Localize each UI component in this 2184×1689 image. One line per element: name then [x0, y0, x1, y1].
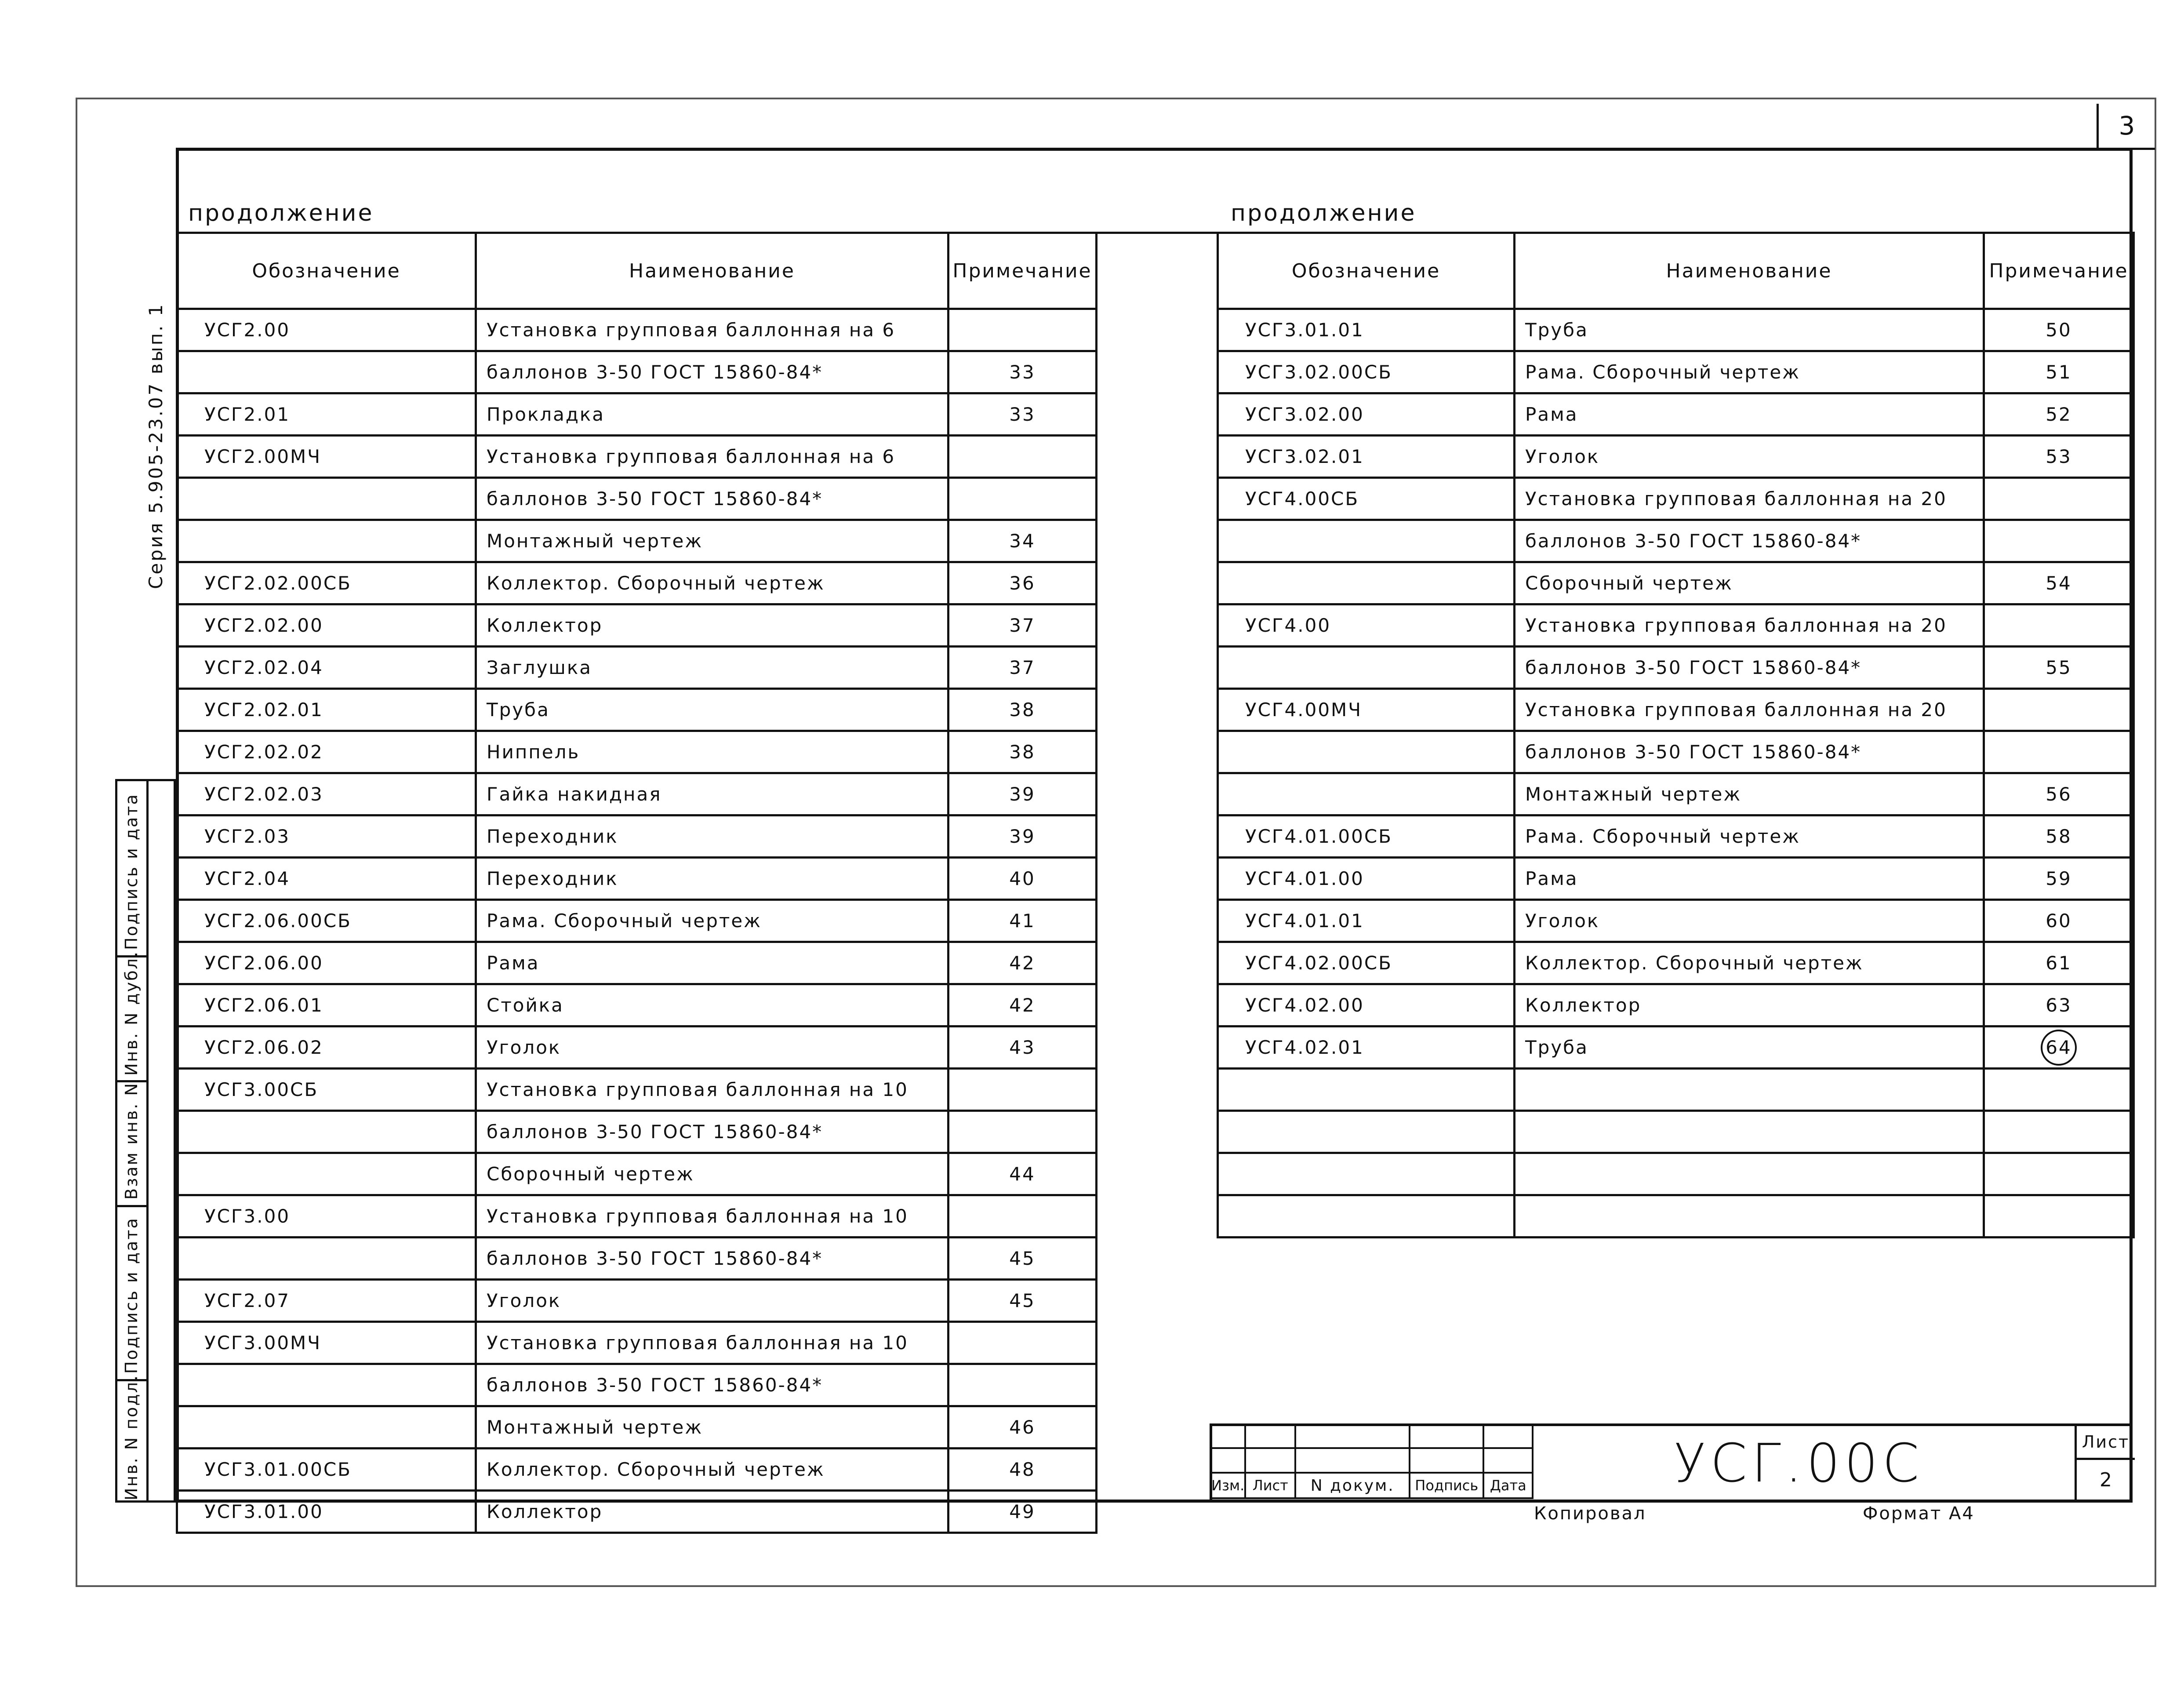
designation-cell: УСГ3.02.00 — [1218, 393, 1515, 436]
format-label: Формат А4 — [1863, 1503, 1975, 1524]
designation-cell: УСГ4.01.00 — [1218, 858, 1515, 900]
header-name: Наименование — [476, 233, 948, 309]
table-row — [1218, 900, 2134, 942]
col-sheet: Лист — [1245, 1473, 1295, 1498]
table-row — [177, 731, 1097, 773]
name-cell: Монтажный чертеж — [476, 520, 948, 562]
designation-cell — [1218, 1153, 1515, 1195]
name-cell: Ниппель — [476, 731, 948, 773]
note-cell: 41 — [948, 900, 1097, 942]
table-row — [1218, 436, 2134, 478]
stamp-label-signature-date-2: Подпись и дата — [122, 1217, 141, 1374]
header-designation: Обозначение — [177, 233, 476, 309]
note-cell — [1984, 604, 2134, 647]
note-cell: 50 — [1984, 309, 2134, 351]
table-row — [177, 1027, 1097, 1069]
name-cell: Рама. Сборочный чертеж — [1515, 815, 1984, 858]
designation-cell — [177, 1153, 476, 1195]
table-header-row — [177, 233, 1097, 309]
col-date: Дата — [1483, 1473, 1533, 1498]
name-cell — [1515, 1111, 1984, 1153]
table-row — [177, 436, 1097, 478]
designation-cell: УСГ3.02.00СБ — [1218, 351, 1515, 393]
designation-cell: УСГ3.00СБ — [177, 1069, 476, 1111]
name-cell: Рама — [476, 942, 948, 984]
name-cell: Монтажный чертеж — [476, 1406, 948, 1449]
designation-cell — [177, 1364, 476, 1406]
table-row — [177, 1491, 1097, 1533]
note-cell — [1984, 1195, 2134, 1238]
table-row — [1218, 1111, 2134, 1153]
side-stamp — [115, 779, 176, 1503]
designation-cell — [177, 351, 476, 393]
stamp-label-orig-inv: Инв. N подл. — [122, 1374, 141, 1500]
designation-cell: УСГ2.02.01 — [177, 689, 476, 731]
table-row — [177, 647, 1097, 689]
note-cell: 58 — [1984, 815, 2134, 858]
table-row — [177, 562, 1097, 604]
table-row — [177, 1153, 1097, 1195]
note-cell: 54 — [1984, 562, 2134, 604]
name-cell: Сборочный чертеж — [476, 1153, 948, 1195]
table-row — [177, 1111, 1097, 1153]
name-cell: Коллектор. Сборочный чертеж — [476, 1449, 948, 1491]
designation-cell — [1218, 1069, 1515, 1111]
table-row — [177, 1069, 1097, 1111]
name-cell: Установка групповая баллонная на 20 — [1515, 689, 1984, 731]
name-cell: баллонов 3-50 ГОСТ 15860-84* — [476, 1364, 948, 1406]
name-cell — [1515, 1195, 1984, 1238]
table-row — [1218, 520, 2134, 562]
name-cell: Стойка — [476, 984, 948, 1027]
name-cell: Монтажный чертеж — [1515, 773, 1984, 815]
designation-cell: УСГ3.01.01 — [1218, 309, 1515, 351]
header-note: Примечание — [948, 233, 1097, 309]
designation-cell: УСГ2.00 — [177, 309, 476, 351]
name-cell: Рама. Сборочный чертеж — [476, 900, 948, 942]
table-row — [1218, 815, 2134, 858]
table-row — [177, 984, 1097, 1027]
name-cell: Уголок — [1515, 436, 1984, 478]
name-cell: баллонов 3-50 ГОСТ 15860-84* — [1515, 647, 1984, 689]
designation-cell — [1218, 1195, 1515, 1238]
table-row — [1218, 731, 2134, 773]
name-cell: баллонов 3-50 ГОСТ 15860-84* — [476, 478, 948, 520]
name-cell: баллонов 3-50 ГОСТ 15860-84* — [1515, 731, 1984, 773]
name-cell: Гайка накидная — [476, 773, 948, 815]
table-row — [1218, 1027, 2134, 1069]
name-cell: Установка групповая баллонная на 10 — [476, 1195, 948, 1238]
designation-cell: УСГ3.01.00 — [177, 1491, 476, 1533]
note-cell: 39 — [948, 815, 1097, 858]
sheet-label: Лист — [2077, 1426, 2135, 1460]
note-cell: 37 — [948, 604, 1097, 647]
table-row — [177, 1364, 1097, 1406]
note-cell: 44 — [948, 1153, 1097, 1195]
note-cell: 42 — [948, 984, 1097, 1027]
note-cell: 48 — [948, 1449, 1097, 1491]
note-cell: 33 — [948, 351, 1097, 393]
name-cell: Труба — [1515, 309, 1984, 351]
table-row — [1218, 604, 2134, 647]
designation-cell: УСГ3.00МЧ — [177, 1322, 476, 1364]
circled-page-number: 64 — [2041, 1030, 2077, 1066]
table-row — [177, 393, 1097, 436]
name-cell: Коллектор — [476, 604, 948, 647]
sheet-number-box — [2097, 104, 2155, 150]
stamp-label-dup-inv: Инв. N дубл. — [122, 950, 141, 1076]
designation-cell: УСГ2.03 — [177, 815, 476, 858]
table-row — [1218, 689, 2134, 731]
designation-cell: УСГ2.02.03 — [177, 773, 476, 815]
designation-cell: УСГ2.06.00СБ — [177, 900, 476, 942]
designation-cell — [177, 520, 476, 562]
header-designation: Обозначение — [1218, 233, 1515, 309]
name-cell — [1515, 1153, 1984, 1195]
stamp-label-signature-date: Подпись и дата — [122, 793, 141, 950]
designation-cell — [1218, 731, 1515, 773]
designation-cell: УСГ2.06.00 — [177, 942, 476, 984]
designation-cell: УСГ3.02.01 — [1218, 436, 1515, 478]
designation-cell — [177, 1238, 476, 1280]
note-cell: 46 — [948, 1406, 1097, 1449]
note-cell: 33 — [948, 393, 1097, 436]
designation-cell: УСГ4.00 — [1218, 604, 1515, 647]
note-cell — [948, 1364, 1097, 1406]
name-cell: Коллектор — [476, 1491, 948, 1533]
note-cell: 61 — [1984, 942, 2134, 984]
note-cell — [948, 309, 1097, 351]
table-row — [177, 900, 1097, 942]
stamp-label-replace-inv: Взам инв. N — [122, 1082, 141, 1200]
left-spec-table — [176, 232, 1097, 1534]
note-cell — [1984, 689, 2134, 731]
table-row — [177, 309, 1097, 351]
header-name: Наименование — [1515, 233, 1984, 309]
right-continuation-label: продолжение — [1231, 200, 1417, 226]
sheet-cell — [2075, 1426, 2135, 1500]
name-cell: Рама — [1515, 393, 1984, 436]
note-cell: 39 — [948, 773, 1097, 815]
name-cell: Рама — [1515, 858, 1984, 900]
col-signature: Подпись — [1410, 1473, 1483, 1498]
table-row — [177, 1406, 1097, 1449]
table-row — [177, 1322, 1097, 1364]
table-row — [177, 942, 1097, 984]
name-cell: Рама. Сборочный чертеж — [1515, 351, 1984, 393]
table-row — [177, 520, 1097, 562]
designation-cell: УСГ4.02.00 — [1218, 984, 1515, 1027]
name-cell: баллонов 3-50 ГОСТ 15860-84* — [476, 1238, 948, 1280]
name-cell: Установка групповая баллонная на 6 — [476, 436, 948, 478]
note-cell: 56 — [1984, 773, 2134, 815]
table-row — [177, 1280, 1097, 1322]
note-cell: 37 — [948, 647, 1097, 689]
table-row — [1218, 393, 2134, 436]
designation-cell: УСГ2.02.04 — [177, 647, 476, 689]
table-row — [1218, 1153, 2134, 1195]
table-row — [177, 478, 1097, 520]
table-row — [177, 773, 1097, 815]
note-cell: 55 — [1984, 647, 2134, 689]
designation-cell — [1218, 520, 1515, 562]
sheet-number: 3 — [2119, 111, 2135, 141]
table-row — [177, 1195, 1097, 1238]
designation-cell: УСГ2.04 — [177, 858, 476, 900]
designation-cell: УСГ3.01.00СБ — [177, 1449, 476, 1491]
note-cell — [1984, 478, 2134, 520]
col-doc-number: N докум. — [1295, 1473, 1410, 1498]
name-cell: Труба — [476, 689, 948, 731]
table-row — [1218, 478, 2134, 520]
revision-grid — [1210, 1423, 1534, 1499]
note-cell: 43 — [948, 1027, 1097, 1069]
note-cell — [948, 478, 1097, 520]
name-cell: Коллектор. Сборочный чертеж — [1515, 942, 1984, 984]
series-label: Серия 5.905-23.07 вып. 1 — [145, 302, 167, 589]
designation-cell: УСГ2.02.00СБ — [177, 562, 476, 604]
name-cell: Коллектор. Сборочный чертеж — [476, 562, 948, 604]
note-cell — [948, 1322, 1097, 1364]
note-cell: 60 — [1984, 900, 2134, 942]
name-cell: Уголок — [476, 1280, 948, 1322]
left-continuation-label: продолжение — [188, 200, 374, 226]
designation-cell: УСГ2.07 — [177, 1280, 476, 1322]
name-cell: Переходник — [476, 815, 948, 858]
note-cell: 51 — [1984, 351, 2134, 393]
title-block — [1210, 1423, 2133, 1503]
table-row — [177, 689, 1097, 731]
note-cell: 49 — [948, 1491, 1097, 1533]
table-row — [177, 351, 1097, 393]
col-change: Изм. — [1210, 1473, 1245, 1498]
name-cell: Установка групповая баллонная на 10 — [476, 1069, 948, 1111]
note-cell: 40 — [948, 858, 1097, 900]
note-cell: 52 — [1984, 393, 2134, 436]
designation-cell — [177, 1111, 476, 1153]
name-cell — [1515, 1069, 1984, 1111]
designation-cell: УСГ2.00МЧ — [177, 436, 476, 478]
table-row — [177, 1449, 1097, 1491]
note-cell — [948, 1195, 1097, 1238]
designation-cell — [177, 478, 476, 520]
designation-cell: УСГ2.06.02 — [177, 1027, 476, 1069]
name-cell: баллонов 3-50 ГОСТ 15860-84* — [1515, 520, 1984, 562]
table-row — [1218, 647, 2134, 689]
header-note: Примечание — [1984, 233, 2134, 309]
designation-cell: УСГ2.06.01 — [177, 984, 476, 1027]
name-cell: Коллектор — [1515, 984, 1984, 1027]
table-row — [1218, 858, 2134, 900]
name-cell: Установка групповая баллонная на 6 — [476, 309, 948, 351]
table-row — [177, 858, 1097, 900]
note-cell: 36 — [948, 562, 1097, 604]
designation-cell: УСГ2.02.02 — [177, 731, 476, 773]
table-row — [177, 815, 1097, 858]
note-cell — [948, 1069, 1097, 1111]
note-cell — [948, 1111, 1097, 1153]
name-cell: Сборочный чертеж — [1515, 562, 1984, 604]
note-cell: 45 — [948, 1238, 1097, 1280]
table-row — [1218, 309, 2134, 351]
designation-cell: УСГ4.02.00СБ — [1218, 942, 1515, 984]
table-row — [1218, 942, 2134, 984]
designation-cell: УСГ4.00СБ — [1218, 478, 1515, 520]
designation-cell: УСГ3.00 — [177, 1195, 476, 1238]
designation-cell — [1218, 773, 1515, 815]
designation-cell: УСГ4.01.00СБ — [1218, 815, 1515, 858]
designation-cell: УСГ4.00МЧ — [1218, 689, 1515, 731]
designation-cell — [177, 1406, 476, 1449]
designation-cell — [1218, 562, 1515, 604]
name-cell: Прокладка — [476, 393, 948, 436]
table-row — [1218, 984, 2134, 1027]
name-cell: Установка групповая баллонная на 10 — [476, 1322, 948, 1364]
table-row — [177, 604, 1097, 647]
right-spec-table — [1217, 232, 2135, 1238]
name-cell: Уголок — [1515, 900, 1984, 942]
note-cell — [1984, 520, 2134, 562]
note-cell — [1984, 1111, 2134, 1153]
name-cell: Установка групповая баллонная на 20 — [1515, 604, 1984, 647]
note-cell: 59 — [1984, 858, 2134, 900]
table-row — [1218, 1195, 2134, 1238]
designation-cell: УСГ2.02.00 — [177, 604, 476, 647]
name-cell: Переходник — [476, 858, 948, 900]
table-row — [1218, 351, 2134, 393]
table-header-row — [1218, 233, 2134, 309]
name-cell: баллонов 3-50 ГОСТ 15860-84* — [476, 351, 948, 393]
note-cell: 63 — [1984, 984, 2134, 1027]
note-cell — [1984, 1069, 2134, 1111]
note-cell: 45 — [948, 1280, 1097, 1322]
table-row — [1218, 562, 2134, 604]
designation-cell: УСГ4.02.01 — [1218, 1027, 1515, 1069]
name-cell: Установка групповая баллонная на 20 — [1515, 478, 1984, 520]
sheet-value: 2 — [2100, 1468, 2112, 1491]
copied-label: Копировал — [1534, 1503, 1646, 1524]
designation-cell — [1218, 647, 1515, 689]
document-code: УСГ.00С — [1674, 1433, 1924, 1494]
table-row — [177, 1238, 1097, 1280]
note-cell — [1984, 1027, 2134, 1069]
table-row — [1218, 1069, 2134, 1111]
name-cell: Заглушка — [476, 647, 948, 689]
name-cell: Уголок — [476, 1027, 948, 1069]
note-cell: 53 — [1984, 436, 2134, 478]
name-cell: Труба — [1515, 1027, 1984, 1069]
note-cell: 42 — [948, 942, 1097, 984]
designation-cell: УСГ4.01.01 — [1218, 900, 1515, 942]
note-cell — [948, 436, 1097, 478]
table-row — [1218, 773, 2134, 815]
note-cell: 34 — [948, 520, 1097, 562]
designation-cell — [1218, 1111, 1515, 1153]
note-cell — [1984, 731, 2134, 773]
name-cell: баллонов 3-50 ГОСТ 15860-84* — [476, 1111, 948, 1153]
note-cell: 38 — [948, 731, 1097, 773]
designation-cell: УСГ2.01 — [177, 393, 476, 436]
note-cell: 38 — [948, 689, 1097, 731]
note-cell — [1984, 1153, 2134, 1195]
